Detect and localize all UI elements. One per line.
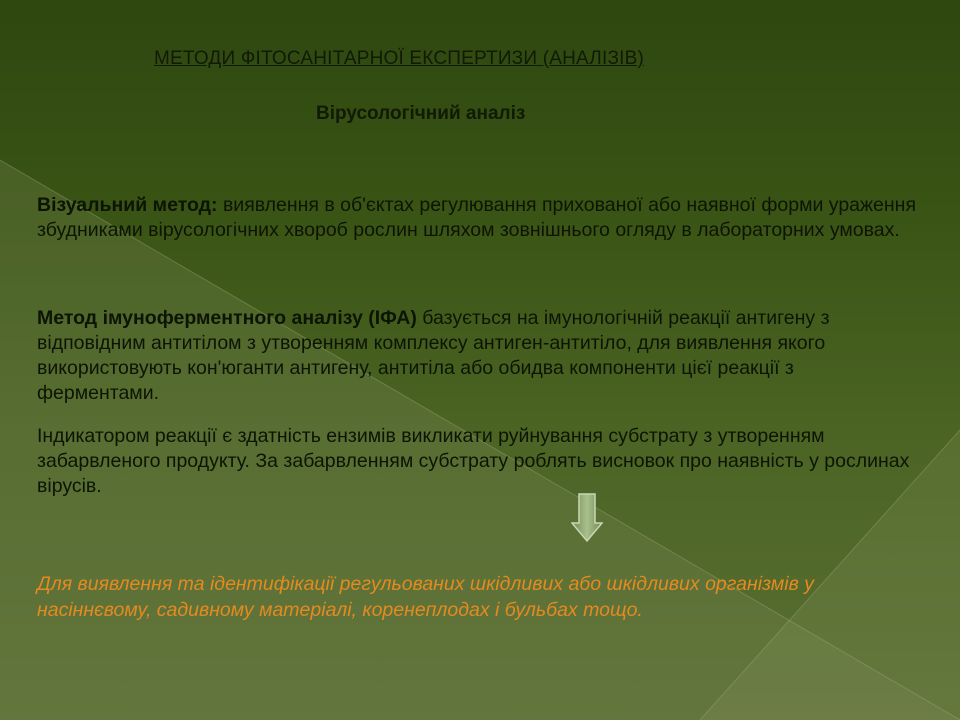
ifa-method-term: Метод імуноферментного аналізу (ІФА): [37, 307, 417, 329]
visual-method-term: Візуальний метод:: [37, 194, 218, 216]
indicator-paragraph: Індикатором реакції є здатність ензимів викликати руйнування субстрату з утворенням забарвленого продукту. За забарвленням субстрату роблять висновок про наявність у рослинах вірусів.: [37, 425, 910, 497]
slide-subtitle: Вірусологічний аналіз: [316, 103, 526, 124]
down-arrow-icon: [571, 493, 603, 543]
slide-title: МЕТОДИ ФІТОСАНІТАРНОЇ ЕКСПЕРТИЗИ (АНАЛІЗІВ): [154, 48, 645, 69]
visual-method-paragraph: [37, 193, 917, 243]
ifa-method-text: базується на імунологічній реакції антигену з відповідним антитілом з утворенням комплексу антиген-антитіло, для виявлення якого використовують кон'юганти антигену, антитіла або обидва компоненти цієї реакції з ферментами.: [37, 307, 830, 404]
note-text: Для виявлення та ідентифікації регульованих шкідливих або шкідливих організмів у насіннєвому, садивному матеріалі, коренеплодах і бульбах тощо.: [37, 573, 814, 621]
visual-method-text: виявлення в об'єктах регулювання прихованої або наявної форми ураження збудниками вірусологічних хвороб рослин шляхом зовнішнього огляду в лабораторних умовах.: [37, 194, 916, 241]
ifa-method-paragraph: [37, 306, 917, 406]
